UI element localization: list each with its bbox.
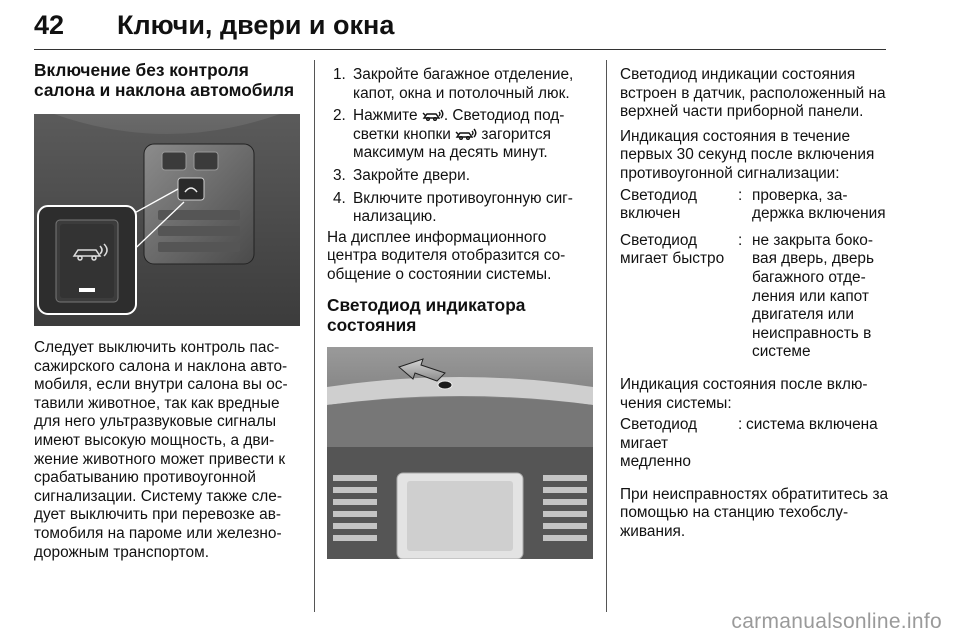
column-3 [620,66,890,542]
colon: : [738,416,743,434]
step-3: 3. Закройте двери. [333,166,470,184]
steps-list [327,66,593,227]
section-heading-disable-monitoring: Включение без контроля салона и наклона автомобиля [34,60,295,100]
led-intro-text: Светодиод индикации состояния встроен в датчик, расположенный на верхней части приборной панели. [620,66,886,121]
colon: : [738,186,743,204]
step-4: 4. Включите противоугонную сигнализацию. [333,189,573,226]
figure-dashboard-led [327,347,593,559]
status-desc: не закрыта боковая дверь, дверь багажного отделения или капот двигателя или неисправность в системе [752,231,874,361]
colon: : [738,231,743,249]
header-rule [34,49,886,50]
column-divider-1 [314,60,315,612]
after-activation-table [620,416,890,480]
info-center-text: На дисплее информационного центра водителя отобразится сообщение о состоянии системы. [327,228,566,283]
fault-text: При неисправностях обратититесь за помощью на станцию техобслуживания. [620,485,889,541]
step-2: 2. Нажмите . Светодиод подсветки кнопки загорится максимум на десять минут. [333,107,565,162]
watermark: carmanualsonline.info [731,610,942,633]
status-term: Светодиод мигает быстро [620,231,725,268]
car-alarm-icon [455,128,477,140]
figure-overhead-console [34,114,300,326]
column-1-body [34,339,300,562]
step-1: 1. Закройте багажное отделение, капот, окна и потолочный люк. [333,66,574,102]
page-number: 42 [34,10,65,40]
car-alarm-icon [422,109,444,121]
status-desc: проверка, задержка включения [752,186,886,223]
column-1 [34,60,300,100]
column-divider-2 [606,60,607,612]
status-desc: система включена [746,416,878,434]
first-30s-table [620,187,890,370]
section-heading-status-led: Светодиод индикатора состояния [327,294,526,335]
column-2 [327,66,593,335]
status-term: Светодиод включен [620,186,698,223]
after-activation-title: Индикация состояния после включения системы: [620,375,868,412]
overhead-console-illustration [34,114,300,326]
page-header-title: Ключи, двери и окна [117,10,395,40]
status-term: Светодиод мигает медленно [620,416,698,471]
first-30s-title: Индикация состояния в течение первых 30 секунд после включения противоугонной сигнализации: [620,127,875,182]
disable-monitoring-text: Следует выключить контроль пассажирского салона и наклона автомобиля, если внутри салона вы оставили животное, так как вредные для него ультразвуковые сигналы имеют высокую мощность, а движение животного может привести к срабатыванию противоугонной сигнализации. Систему также следует выключить при перевозке автомобиля на пароме или железнодорожным транспортом. [34,339,288,561]
dashboard-illustration [327,347,593,559]
